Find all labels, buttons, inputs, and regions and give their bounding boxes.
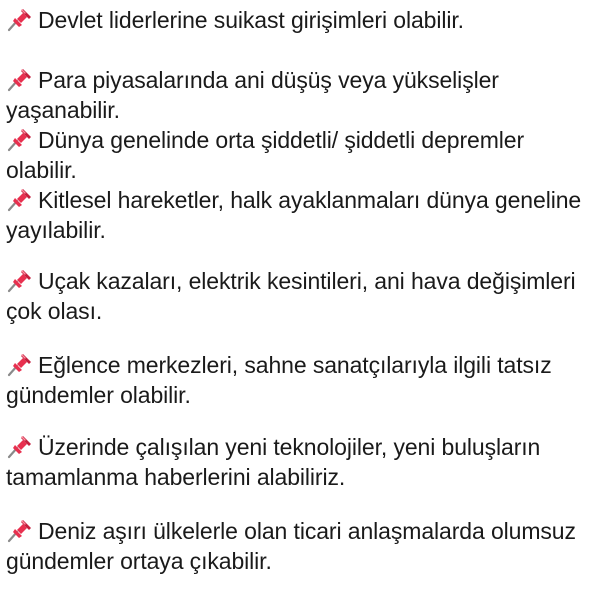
pushpin-icon xyxy=(6,126,34,152)
list-item-text: Para piyasalarında ani düşüş veya yükselişler yaşanabilir. xyxy=(6,67,499,123)
list-item-text: Dünya genelinde orta şiddetli/ şiddetli depremler olabilir. xyxy=(6,127,525,183)
list-item-text: Kitlesel hareketler, halk ayaklanmaları dünya geneline yayılabilir. xyxy=(6,187,582,243)
list-item-text: Deniz aşırı ülkelerle olan ticari anlaşmalarda olumsuz gündemler ortaya çıkabilir. xyxy=(6,518,576,574)
pushpin-icon xyxy=(6,66,34,92)
pushpin-icon xyxy=(6,351,34,377)
pushpin-icon xyxy=(6,517,34,543)
list-item xyxy=(6,266,594,326)
list-item xyxy=(6,125,594,185)
list-item-text: Üzerinde çalışılan yeni teknolojiler, yeni buluşların tamamlanma haberlerini alabiliriz. xyxy=(6,434,541,490)
pushpin-icon xyxy=(6,186,34,212)
pushpin-icon xyxy=(6,433,34,459)
list-item xyxy=(6,432,594,492)
list-item xyxy=(6,65,594,125)
list-item-text: Devlet liderlerine suikast girişimleri olabilir. xyxy=(38,7,464,33)
pushpin-icon xyxy=(6,267,34,293)
list-item-text: Eğlence merkezleri, sahne sanatçılarıyla ilgili tatsız gündemler olabilir. xyxy=(6,352,552,408)
pushpin-icon xyxy=(6,6,34,32)
list-item xyxy=(6,516,594,576)
list-item xyxy=(6,185,594,245)
list-item xyxy=(6,350,594,410)
list-item-text: Uçak kazaları, elektrik kesintileri, ani hava değişimleri çok olası. xyxy=(6,268,576,324)
list-item xyxy=(6,5,594,35)
